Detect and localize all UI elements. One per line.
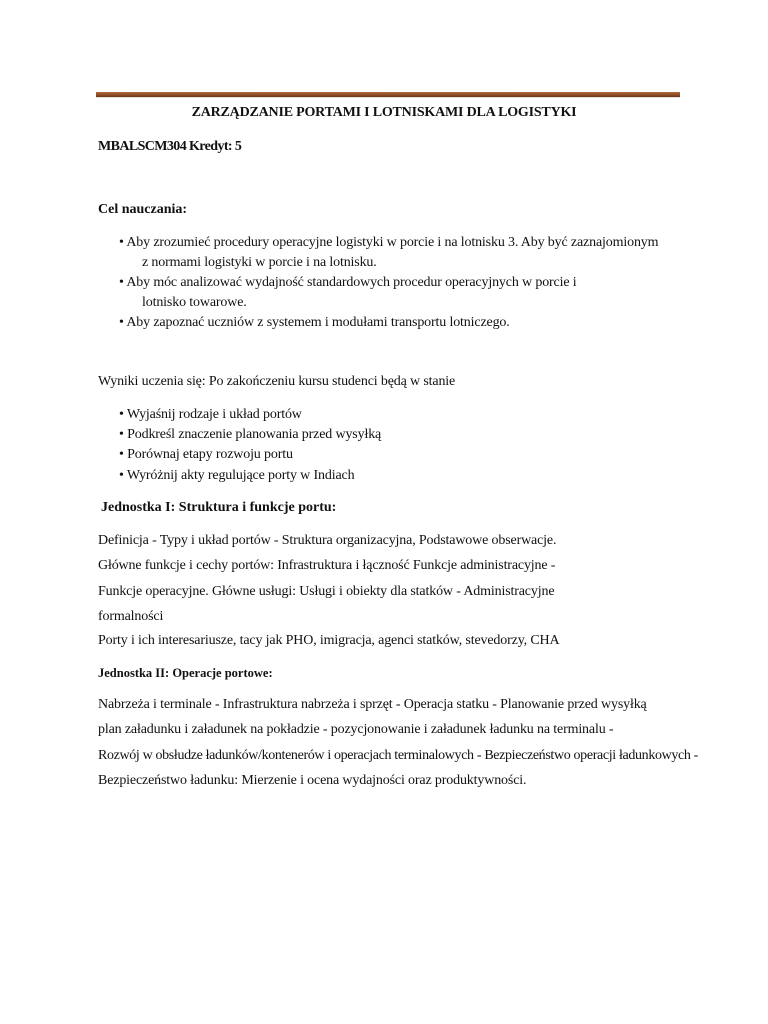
objectives-heading: Cel nauczania: — [98, 202, 188, 217]
unit1-line-1: Definicja - Typy i układ portów - Struktura organizacyjna, Podstawowe obserwacje. — [98, 533, 557, 548]
unit2-line-3: Rozwój w obsłudze ładunków/kontenerów i operacjach terminalowych - Bezpieczeństwo operacji ładunkowych - — [98, 748, 698, 763]
outcomes-intro: Wyniki uczenia się: Po zakończeniu kursu studenci będą w stanie — [98, 374, 456, 389]
outcome-item-3: • Porównaj etapy rozwoju portu — [119, 447, 293, 462]
document-title: ZARZĄDZANIE PORTAMI I LOTNISKAMI DLA LOGISTYKI — [191, 105, 577, 120]
objective-line-5: • Aby zapoznać uczniów z systemem i modułami transportu lotniczego. — [119, 315, 510, 330]
unit1-line-4: formalności — [98, 609, 164, 624]
outcome-item-2: • Podkreśl znaczenie planowania przed wysyłką — [119, 427, 382, 442]
unit1-line-5: Porty i ich interesariusze, tacy jak PHO, imigracja, agenci statków, stevedorzy, CHA — [98, 633, 560, 648]
objective-line-1: • Aby zrozumieć procedury operacyjne logistyki w porcie i na lotnisku 3. Aby być zaznajomionym — [119, 235, 659, 250]
course-code: MBALSCM304 Kredyt: 5 — [98, 139, 242, 154]
unit2-line-1: Nabrzeża i terminale - Infrastruktura nabrzeża i sprzęt - Operacja statku - Planowanie przed wysyłką — [98, 697, 647, 712]
header-rule — [96, 92, 680, 97]
objective-line-4: lotnisko towarowe. — [142, 295, 247, 310]
unit2-line-4: Bezpieczeństwo ładunku: Mierzenie i ocena wydajności oraz produktywności. — [98, 773, 527, 788]
unit1-line-2: Główne funkcje i cechy portów: Infrastruktura i łączność Funkcje administracyjne - — [98, 558, 556, 573]
unit2-heading: Jednostka II: Operacje portowe: — [98, 666, 273, 680]
outcome-item-4: • Wyróżnij akty regulujące porty w Indiach — [119, 468, 355, 483]
unit1-line-3: Funkcje operacyjne. Główne usługi: Usługi i obiekty dla statków - Administracyjne — [98, 584, 555, 599]
unit1-heading: Jednostka I: Struktura i funkcje portu: — [101, 500, 337, 515]
objective-line-3: • Aby móc analizować wydajność standardowych procedur operacyjnych w porcie i — [119, 275, 577, 290]
objective-line-2: z normami logistyki w porcie i na lotnisku. — [142, 255, 377, 270]
outcome-item-1: • Wyjaśnij rodzaje i układ portów — [119, 407, 302, 422]
unit2-line-2: plan załadunku i załadunek na pokładzie - pozycjonowanie i załadunek ładunku na terminalu - — [98, 722, 614, 737]
